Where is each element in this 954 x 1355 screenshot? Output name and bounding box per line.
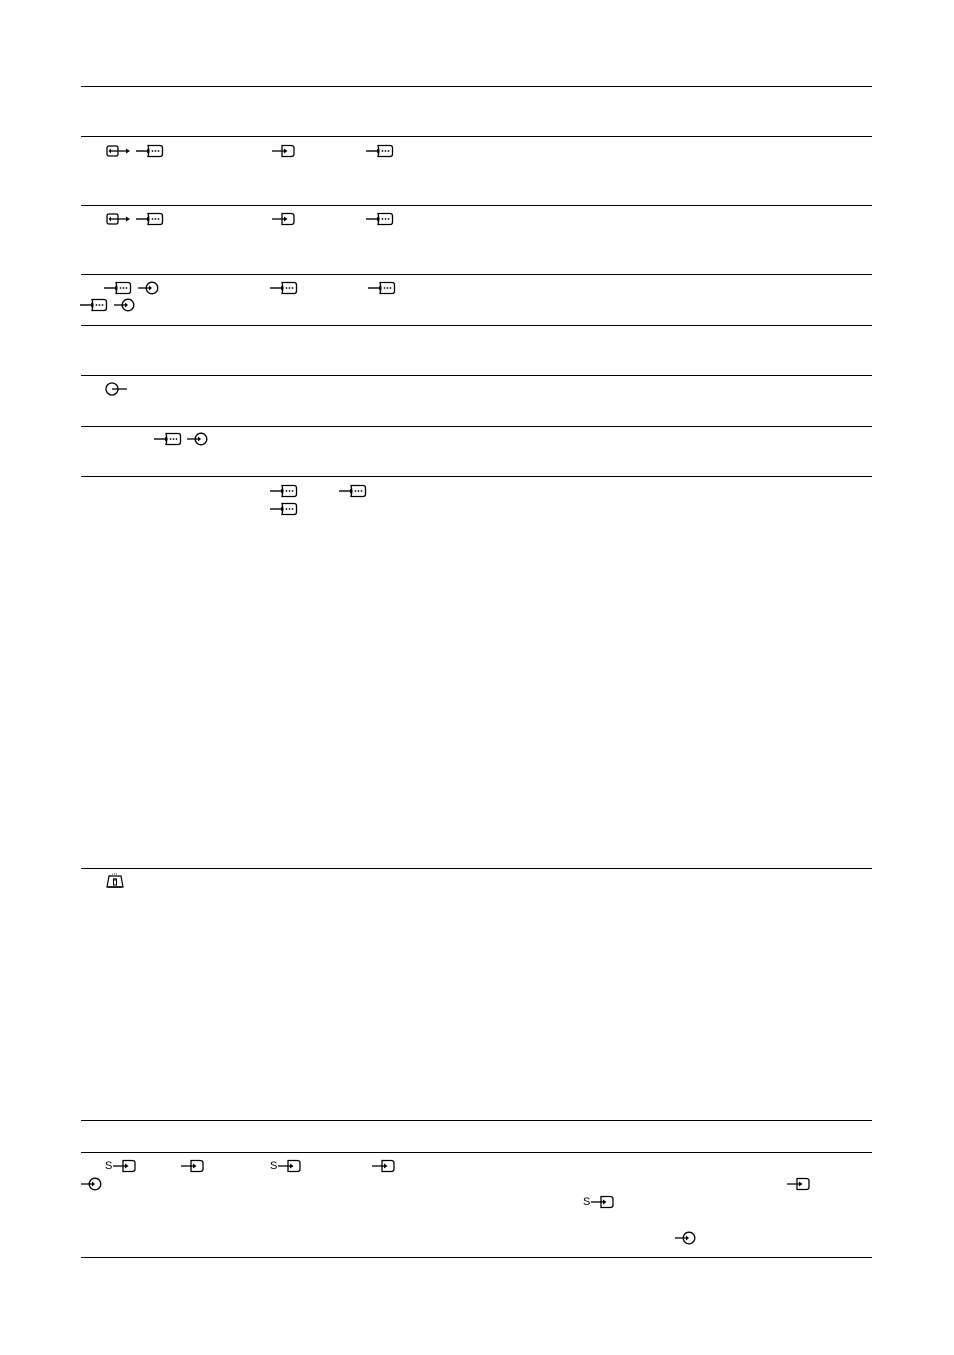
table-rule	[81, 476, 872, 477]
component-input-icon	[270, 281, 298, 295]
table-rule	[81, 205, 872, 206]
table-rule-top	[81, 86, 872, 87]
audio-input-icon	[675, 1231, 697, 1245]
table-rule	[81, 136, 872, 137]
audio-input-icon	[138, 281, 160, 295]
video-input-icon	[272, 212, 296, 226]
table-rule	[81, 375, 872, 376]
audio-input-icon	[81, 1177, 103, 1191]
card-slot-icon	[105, 873, 125, 889]
component-input-icon	[339, 484, 367, 498]
video-input-icon	[181, 1159, 205, 1173]
audio-input-icon	[114, 298, 136, 312]
table-rule	[81, 868, 872, 869]
table-rule	[81, 426, 872, 427]
component-input-icon	[366, 212, 394, 226]
table-rule	[81, 1120, 872, 1121]
video-input-icon	[787, 1177, 811, 1191]
video-input-icon	[591, 1195, 615, 1209]
table-rule-bottom	[81, 1257, 872, 1258]
component-input-icon	[368, 281, 396, 295]
video-input-icon	[272, 144, 296, 158]
component-input-icon	[136, 144, 164, 158]
s-video-label: S	[105, 1160, 113, 1172]
scart-in-out-icon	[106, 144, 132, 158]
scart-in-out-icon	[106, 212, 132, 226]
video-input-icon	[278, 1159, 302, 1173]
component-input-icon	[270, 502, 298, 516]
audio-input-icon	[187, 432, 209, 446]
video-input-icon	[372, 1159, 396, 1173]
table-rule	[81, 1152, 872, 1153]
component-input-icon	[154, 432, 182, 446]
component-input-icon	[270, 484, 298, 498]
component-input-icon	[366, 144, 394, 158]
table-rule	[81, 274, 872, 275]
s-video-label: S	[270, 1160, 278, 1172]
component-input-icon	[136, 212, 164, 226]
video-input-icon	[113, 1159, 137, 1173]
table-rule	[81, 325, 872, 326]
component-input-icon	[80, 298, 108, 312]
s-video-label: S	[583, 1196, 591, 1208]
component-input-icon	[104, 281, 132, 295]
audio-output-icon	[105, 381, 129, 397]
